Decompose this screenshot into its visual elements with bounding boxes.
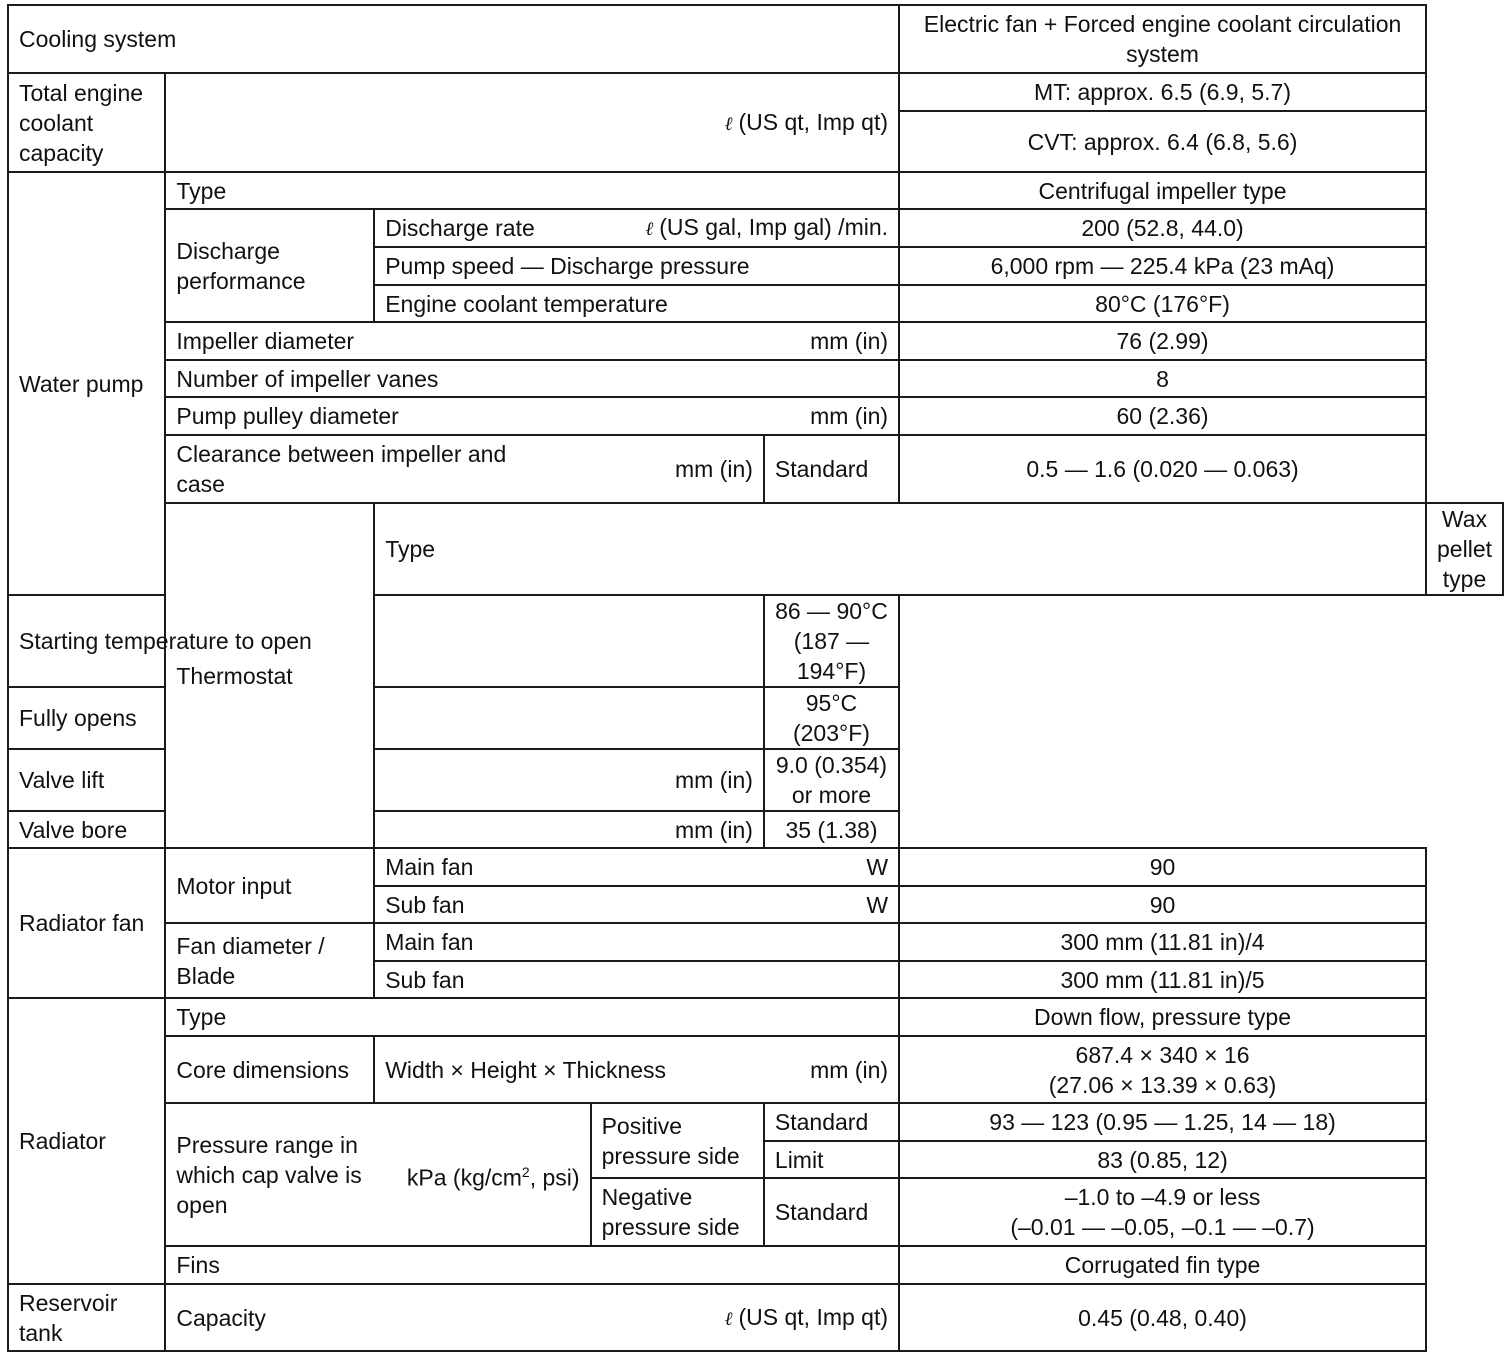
impeller-vanes-value: 8 (899, 360, 1426, 397)
table-row (8, 73, 1503, 111)
core-dims-unit: mm (in) (810, 1056, 889, 1083)
pressure-range-cell (165, 1103, 590, 1246)
negative-pressure-label: Negative pressure side (591, 1178, 764, 1246)
table-row (8, 503, 1503, 595)
motor-main-label: Main fan (385, 854, 474, 880)
motor-sub-cell (374, 886, 899, 923)
discharge-rate-value: 200 (52.8, 44.0) (899, 209, 1426, 247)
reservoir-capacity-label: Capacity (176, 1304, 266, 1331)
positive-limit-label: Limit (764, 1141, 899, 1178)
motor-main-unit: W (866, 854, 889, 880)
table-row (8, 360, 1503, 397)
table-row (8, 1246, 1503, 1284)
motor-sub-unit: W (866, 891, 889, 918)
valve-lift-cell (8, 749, 764, 811)
start-temp-value: 86 — 90°C (187 — 194°F) (764, 595, 899, 687)
motor-sub-value: 90 (899, 886, 1426, 923)
thermostat-type-label: Type (374, 503, 1426, 595)
liter-symbol: ℓ (724, 112, 733, 135)
table-row (8, 749, 1503, 811)
thermostat-type-value: Wax pellet type (1426, 503, 1503, 595)
impeller-diameter-value: 76 (2.99) (899, 322, 1426, 360)
discharge-rate-label: Discharge rate (385, 215, 535, 241)
table-row (8, 811, 1503, 848)
table-row (8, 397, 1503, 435)
fan-diameter-main-label: Main fan (374, 923, 899, 961)
impeller-diameter-label: Impeller diameter (176, 328, 355, 354)
coolant-capacity-mt: MT: approx. 6.5 (6.9, 5.7) (899, 73, 1426, 111)
positive-standard-value: 93 — 123 (0.95 — 1.25, 14 — 18) (899, 1103, 1426, 1141)
core-dimensions-label: Core dimensions (165, 1036, 374, 1103)
pump-speed-value: 6,000 rpm — 225.4 kPa (23 mAq) (899, 247, 1426, 285)
fully-opens-value: 95°C (203°F) (764, 687, 899, 749)
discharge-rate-unit: (US gal, Imp gal) /min. (659, 214, 889, 240)
water-pump-label: Water pump (8, 172, 165, 595)
discharge-rate-cell (374, 209, 899, 247)
fan-diameter-label: Fan diameter / Blade (165, 923, 374, 998)
cooling-spec-table (7, 4, 1504, 1352)
table-row (8, 998, 1503, 1036)
radiator-type-label: Type (165, 998, 899, 1036)
coolant-temp-value: 80°C (176°F) (899, 285, 1426, 322)
negative-standard-line-1: –1.0 to –4.9 or less (1064, 1184, 1261, 1210)
motor-main-value: 90 (899, 848, 1426, 886)
pump-speed-label: Pump speed — Discharge pressure (374, 247, 899, 285)
fins-value: Corrugated fin type (899, 1246, 1426, 1284)
coolant-capacity-label: Total engine coolant capacity (8, 73, 165, 172)
pressure-range-unit (407, 1157, 580, 1193)
coolant-capacity-cvt: CVT: approx. 6.4 (6.8, 5.6) (899, 111, 1426, 172)
table-row (8, 923, 1503, 961)
motor-input-label: Motor input (165, 848, 374, 923)
fully-opens-label: Fully opens (8, 687, 764, 749)
valve-bore-value: 35 (1.38) (764, 811, 899, 848)
discharge-performance-label: Discharge performance (165, 209, 374, 322)
fan-diameter-sub-label: Sub fan (374, 961, 899, 998)
core-dims-label: Width × Height × Thickness (385, 1056, 667, 1083)
positive-pressure-label: Positive pressure side (591, 1103, 764, 1178)
table-row (8, 209, 1503, 247)
core-dims-value-line-2: (27.06 × 13.39 × 0.63) (1048, 1071, 1277, 1098)
valve-bore-cell (8, 811, 764, 848)
impeller-diameter-unit: mm (in) (810, 328, 889, 354)
cooling-system-label: Cooling system (8, 5, 899, 73)
water-pump-type-value: Centrifugal impeller type (899, 172, 1426, 209)
table-row (8, 435, 1503, 503)
reservoir-capacity-cell (165, 1284, 899, 1351)
valve-bore-label: Valve bore (19, 816, 128, 843)
pressure-unit-sup: 2 (521, 1163, 530, 1180)
clearance-value: 0.5 — 1.6 (0.020 — 0.063) (899, 435, 1426, 503)
reservoir-capacity-value: 0.45 (0.48, 0.40) (899, 1284, 1426, 1351)
impeller-vanes-label: Number of impeller vanes (165, 360, 899, 397)
fins-label: Fins (165, 1246, 899, 1284)
table-row (8, 848, 1503, 886)
clearance-cell (165, 435, 764, 503)
cooling-system-value: Electric fan + Forced engine coolant circulation system (899, 5, 1426, 73)
pressure-range-label: Pressure range in which cap valve is open (176, 1131, 362, 1218)
core-dims-value-line-1: 687.4 × 340 × 16 (1075, 1041, 1250, 1068)
water-pump-type-label: Type (165, 172, 899, 209)
table-row (8, 5, 1503, 73)
negative-standard-label: Standard (764, 1178, 899, 1246)
negative-standard-value (899, 1178, 1426, 1246)
fan-diameter-sub-value: 300 mm (11.81 in)/5 (899, 961, 1426, 998)
clearance-unit: mm (in) (674, 456, 753, 482)
positive-limit-value: 83 (0.85, 12) (899, 1141, 1426, 1178)
table-row (8, 1036, 1503, 1103)
valve-bore-unit: mm (in) (674, 816, 753, 843)
radiator-label: Radiator (8, 998, 165, 1284)
fan-diameter-main-value: 300 mm (11.81 in)/4 (899, 923, 1426, 961)
valve-lift-value: 9.0 (0.354) or more (764, 749, 899, 811)
radiator-fan-label: Radiator fan (8, 848, 165, 998)
radiator-type-value: Down flow, pressure type (899, 998, 1426, 1036)
liter-symbol: ℓ (724, 1307, 733, 1330)
pulley-diameter-label: Pump pulley diameter (176, 403, 399, 429)
clearance-label: Clearance between impeller and case (176, 441, 507, 497)
table-row (8, 687, 1503, 749)
impeller-diameter-cell (165, 322, 899, 360)
negative-standard-line-2: (–0.01 — –0.05, –0.1 — –0.7) (1010, 1214, 1315, 1240)
core-dims-value (899, 1036, 1426, 1103)
table-row (8, 1103, 1503, 1141)
thermostat-label: Thermostat (165, 503, 374, 848)
motor-sub-label: Sub fan (385, 891, 465, 918)
start-temp-label: Starting temperature to open (8, 595, 764, 687)
motor-main-cell (374, 848, 899, 886)
clearance-sub: Standard (764, 435, 899, 503)
pulley-diameter-value: 60 (2.36) (899, 397, 1426, 435)
pressure-unit-post: , psi) (529, 1164, 580, 1191)
coolant-temp-label: Engine coolant temperature (374, 285, 899, 322)
positive-standard-label: Standard (764, 1103, 899, 1141)
reservoir-capacity-unit: (US qt, Imp qt) (738, 1303, 889, 1330)
pulley-diameter-unit: mm (in) (810, 403, 889, 429)
table-row (8, 1284, 1503, 1351)
valve-lift-label: Valve lift (19, 767, 105, 793)
table-row (8, 322, 1503, 360)
reservoir-label: Reservoir tank (8, 1284, 165, 1351)
pulley-diameter-cell (165, 397, 899, 435)
pressure-unit-pre: kPa (kg/cm (406, 1164, 522, 1191)
core-dims-cell (374, 1036, 899, 1103)
coolant-capacity-unit-cell (165, 73, 899, 172)
liter-symbol: ℓ (645, 218, 654, 240)
table-row (8, 172, 1503, 209)
coolant-capacity-unit: (US qt, Imp qt) (738, 108, 889, 135)
valve-lift-unit: mm (in) (674, 767, 753, 793)
